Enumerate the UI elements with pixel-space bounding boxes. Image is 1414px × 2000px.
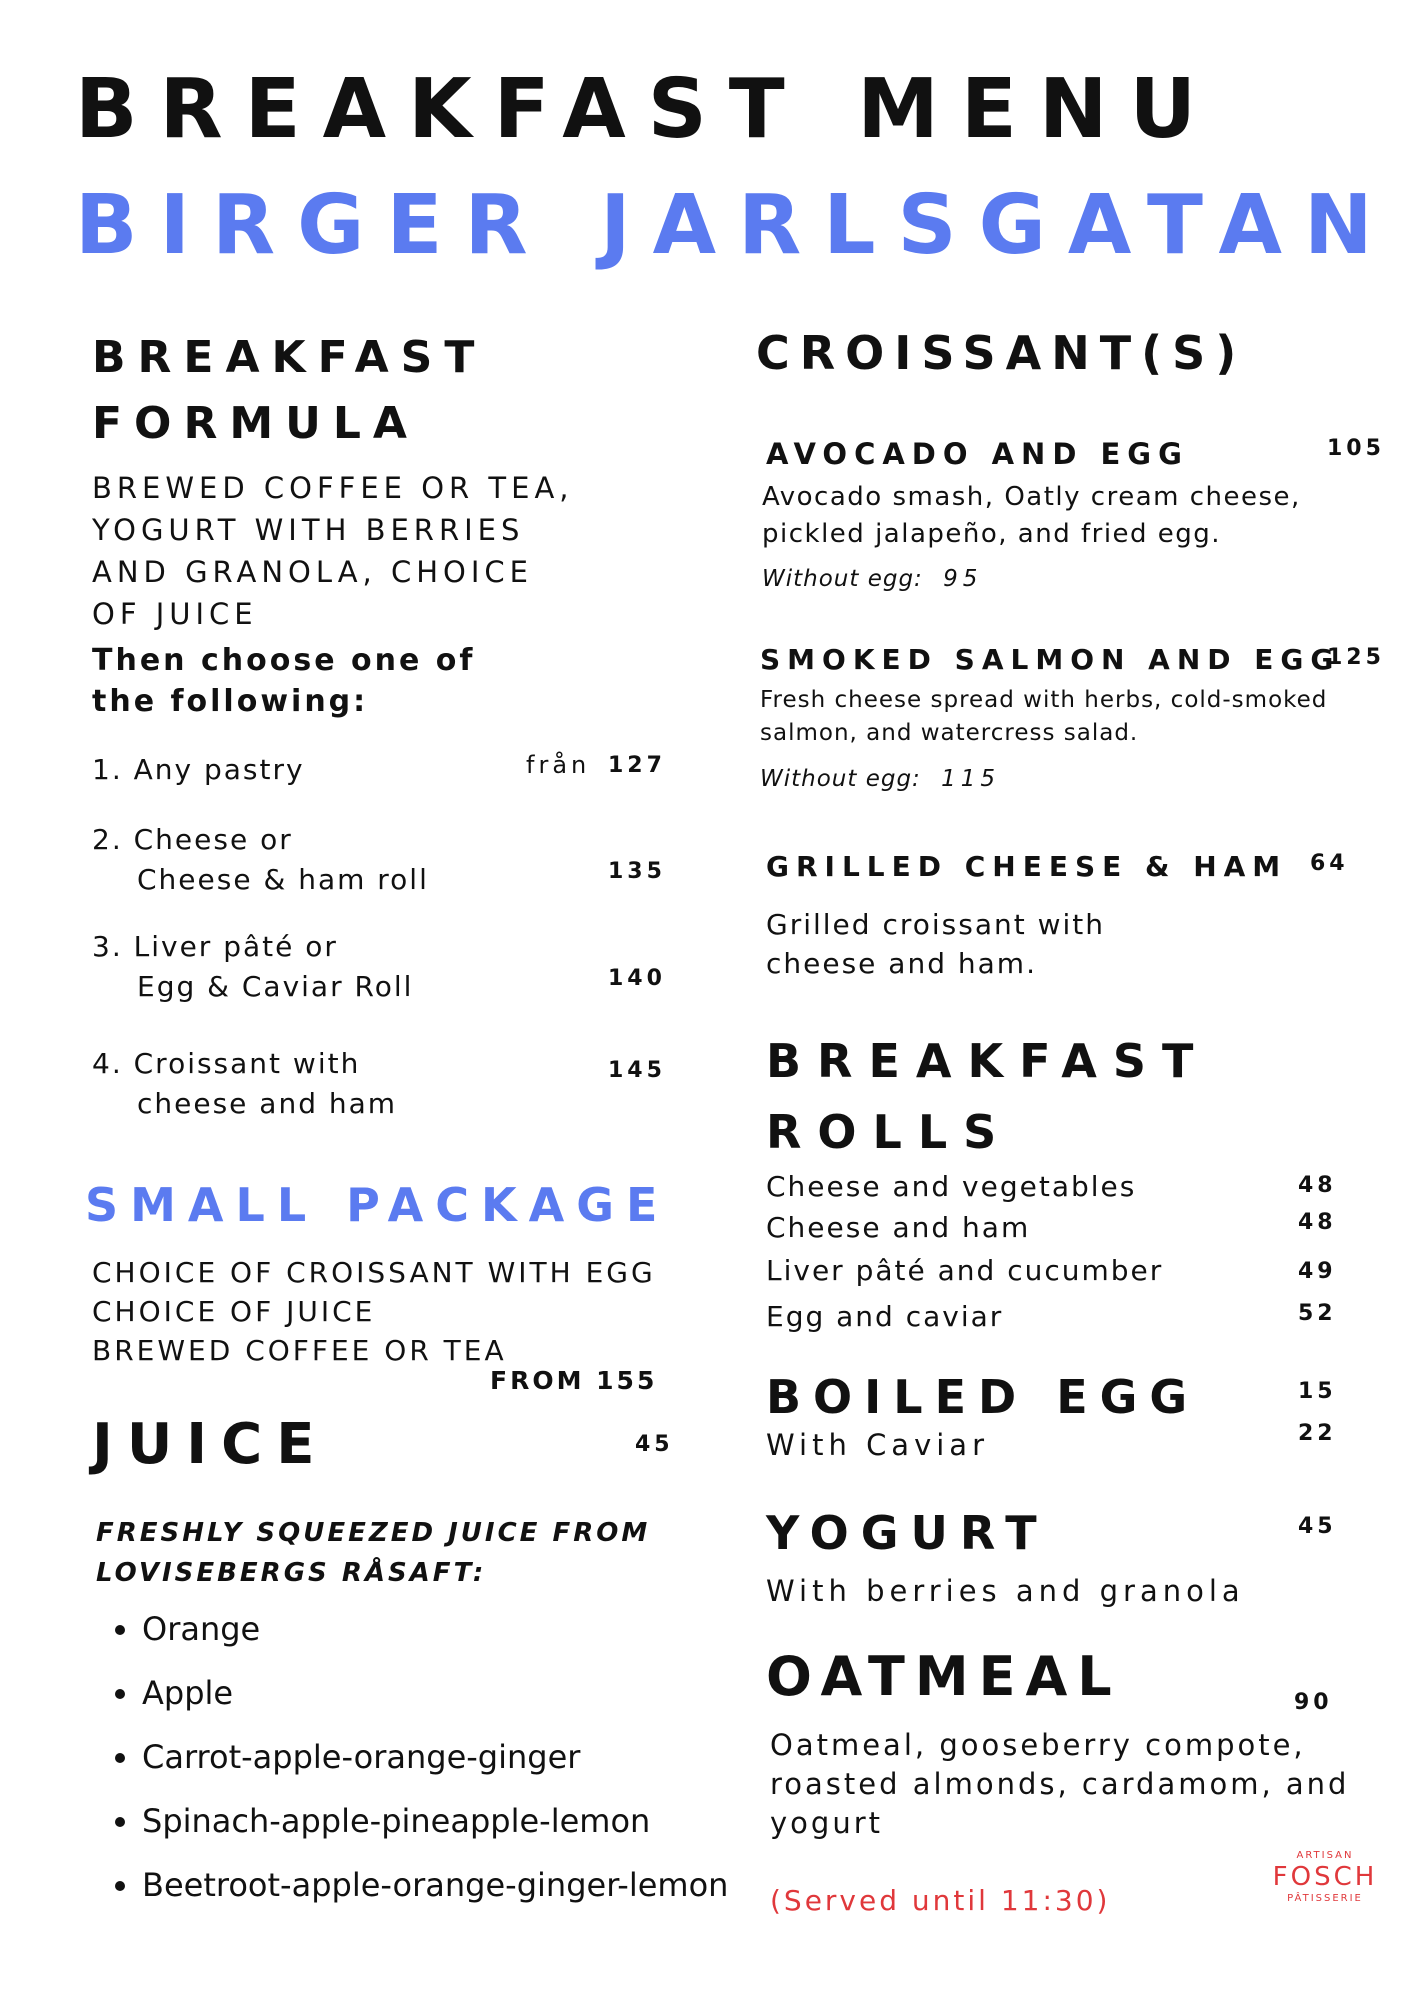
formula-option-4-price: 145 xyxy=(608,1058,666,1083)
breakfast-rolls-heading-1: BREAKFAST xyxy=(766,1034,1210,1088)
list-item: • Orange xyxy=(142,1597,728,1661)
formula-option-2: 2. Cheese or xyxy=(92,823,293,856)
croissant-desc-line: cheese and ham. xyxy=(766,947,1037,980)
oatmeal-desc-line: Oatmeal, gooseberry compote, xyxy=(770,1728,1306,1762)
small-package-price: FROM 155 xyxy=(490,1366,658,1395)
formula-option-2-price: 135 xyxy=(608,859,666,884)
yogurt-price: 45 xyxy=(1298,1514,1337,1539)
yogurt-sub: With berries and granola xyxy=(766,1574,1245,1608)
boiled-egg-sub: With Caviar xyxy=(766,1428,989,1462)
juice-subheading xyxy=(96,1513,650,1593)
formula-option-1-price: 127 xyxy=(608,753,666,778)
small-package-line: BREWED COFFEE OR TEA xyxy=(92,1334,507,1367)
roll-item-4-price: 52 xyxy=(1298,1301,1337,1326)
boiled-egg-heading: BOILED EGG xyxy=(766,1370,1200,1424)
roll-item-1: Cheese and vegetables xyxy=(766,1170,1137,1203)
croissant-1-description xyxy=(762,479,1301,553)
small-package-heading: SMALL PACKAGE xyxy=(85,1178,670,1232)
note-label: Without egg: xyxy=(762,566,923,592)
croissant-2-name: SMOKED SALMON AND EGG xyxy=(760,643,1341,676)
oatmeal-price: 90 xyxy=(1294,1690,1333,1715)
juice-subheading-line: FRESHLY SQUEEZED JUICE FROM xyxy=(96,1518,651,1548)
choose-instruction xyxy=(92,640,475,722)
formula-option-1-prefix: från xyxy=(526,751,591,779)
formula-desc-line: YOGURT WITH BERRIES xyxy=(92,513,525,547)
croissant-3-price: 64 xyxy=(1310,851,1349,876)
location-title: BIRGER JARLSGATAN xyxy=(75,178,1395,273)
oatmeal-heading: OATMEAL xyxy=(766,1645,1122,1708)
roll-item-3: Liver pâté and cucumber xyxy=(766,1254,1164,1287)
croissant-desc-line: salmon, and watercress salad. xyxy=(760,720,1139,746)
breakfast-formula-description xyxy=(92,467,574,635)
boiled-egg-price: 15 xyxy=(1298,1379,1337,1404)
list-item: • Apple xyxy=(142,1661,728,1725)
formula-desc-line: AND GRANOLA, CHOICE xyxy=(92,555,533,589)
juice-price: 45 xyxy=(635,1432,674,1457)
juice-list xyxy=(96,1597,728,1917)
croissant-1-price: 105 xyxy=(1327,436,1385,461)
formula-desc-line: BREWED COFFEE OR TEA, xyxy=(92,471,574,505)
breakfast-rolls-heading-2: ROLLS xyxy=(766,1105,1013,1159)
formula-option-2-line2: Cheese & ham roll xyxy=(137,863,429,896)
croissant-desc-line: Grilled croissant with xyxy=(766,908,1106,941)
juice-heading: JUICE xyxy=(92,1412,329,1477)
oatmeal-desc-line: roasted almonds, cardamom, and xyxy=(770,1767,1350,1801)
logo-top: ARTISAN xyxy=(1296,1850,1354,1861)
served-until-note: (Served until 11:30) xyxy=(770,1884,1111,1917)
note-price: 95 xyxy=(943,566,983,592)
small-package-line: CHOICE OF JUICE xyxy=(92,1295,376,1328)
croissants-heading: CROISSANT(S) xyxy=(756,326,1247,380)
fosch-logo xyxy=(1245,1850,1405,1904)
logo-bottom: PÂTISSERIE xyxy=(1287,1893,1363,1904)
note-label: Without egg: xyxy=(760,766,921,792)
logo-name: FOSCH xyxy=(1272,1862,1378,1892)
small-package-description xyxy=(92,1253,656,1370)
breakfast-formula-heading-2: FORMULA xyxy=(92,398,419,449)
roll-item-2-price: 48 xyxy=(1298,1210,1337,1235)
formula-option-3-price: 140 xyxy=(608,966,666,991)
boiled-egg-sub-price: 22 xyxy=(1298,1421,1337,1446)
croissant-2-description xyxy=(760,684,1327,750)
list-item: • Spinach-apple-pineapple-lemon xyxy=(142,1789,728,1853)
formula-option-1: 1. Any pastry xyxy=(92,753,305,786)
formula-option-3: 3. Liver pâté or xyxy=(92,930,338,963)
juice-subheading-line: LOVISEBERGS RÅSAFT: xyxy=(96,1558,487,1588)
note-price: 115 xyxy=(941,766,1001,792)
choose-line: the following: xyxy=(92,684,369,719)
yogurt-heading: YOGURT xyxy=(766,1506,1049,1560)
formula-option-4-line2: cheese and ham xyxy=(137,1087,398,1120)
list-item: • Beetroot-apple-orange-ginger-lemon xyxy=(142,1853,728,1917)
small-package-line: CHOICE OF CROISSANT WITH EGG xyxy=(92,1256,656,1289)
breakfast-formula-heading-1: BREAKFAST xyxy=(92,332,487,383)
croissant-desc-line: Fresh cheese spread with herbs, cold-smoked xyxy=(760,687,1328,713)
roll-item-4: Egg and caviar xyxy=(766,1300,1004,1333)
page-title: BREAKFAST MENU xyxy=(75,62,1219,157)
roll-item-2: Cheese and ham xyxy=(766,1211,1031,1244)
formula-option-3-line2: Egg & Caviar Roll xyxy=(137,970,414,1003)
roll-item-1-price: 48 xyxy=(1298,1173,1337,1198)
croissant-1-name: AVOCADO AND EGG xyxy=(766,437,1189,471)
oatmeal-desc-line: yogurt xyxy=(770,1806,883,1840)
croissant-2-price: 125 xyxy=(1327,645,1385,670)
croissant-desc-line: pickled jalapeño, and fried egg. xyxy=(762,519,1222,549)
croissant-2-note xyxy=(760,766,1000,792)
croissant-3-description xyxy=(766,905,1105,983)
croissant-desc-line: Avocado smash, Oatly cream cheese, xyxy=(762,482,1301,512)
oatmeal-description xyxy=(770,1726,1349,1843)
list-item: • Carrot-apple-orange-ginger xyxy=(142,1725,728,1789)
roll-item-3-price: 49 xyxy=(1298,1259,1337,1284)
croissant-1-note xyxy=(762,566,982,592)
formula-desc-line: OF JUICE xyxy=(92,597,258,631)
croissant-3-name: GRILLED CHEESE & HAM xyxy=(766,850,1288,883)
formula-option-4: 4. Croissant with xyxy=(92,1047,361,1080)
choose-line: Then choose one of xyxy=(92,643,476,678)
